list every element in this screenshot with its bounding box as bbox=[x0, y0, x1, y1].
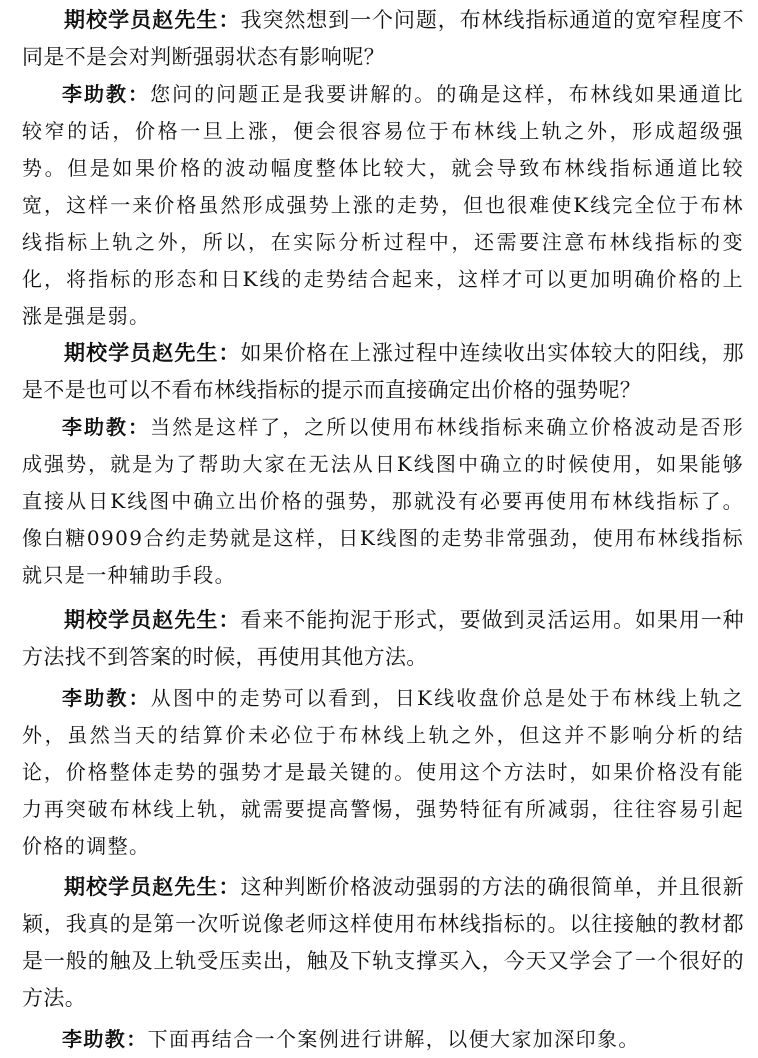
paragraph-text: 您问的问题正是我要讲解的。的确是这样，布林线如果通道比较窄的话，价格一旦上涨，便会很容易位于布林线上轨之外，形成超级强势。但是如果价格的波动幅度整体比较大，就会导致布林线指标通道比较宽，这样一来价格虽然形成强势上涨的走势，但也很难使K线完全位于布林线指标上轨之外，所以，在实际分析过程中，还需要注意布林线指标的变化，将指标的形态和日K线的走势结合起来，这样才可以更加明确价格的上涨是强是弱。 bbox=[22, 82, 744, 328]
dialogue-paragraph-assistant bbox=[22, 409, 744, 594]
paragraph-text: 我突然想到一个问题，布林线指标通道的宽窄程度不同是不是会对判断强弱状态有影响呢？ bbox=[22, 8, 744, 69]
paragraph-text: 下面再结合一个案例进行讲解，以便大家加深印象。 bbox=[147, 1027, 640, 1051]
dialogue-paragraph-assistant bbox=[22, 76, 744, 335]
speaker-label: 李助教： bbox=[62, 82, 151, 106]
paragraph-text: 看来不能拘泥于形式，要做到灵活运用。如果用一种方法找不到答案的时候，再使用其他方法。 bbox=[22, 608, 744, 669]
speaker-label: 李助教： bbox=[62, 686, 151, 710]
speaker-label: 李助教： bbox=[62, 415, 151, 439]
dialogue-paragraph-student bbox=[22, 869, 744, 1017]
document-page bbox=[22, 0, 744, 1058]
dialogue-paragraph-student bbox=[22, 2, 744, 76]
speaker-label: 李助教： bbox=[62, 1027, 148, 1051]
paragraph-text: 如果价格在上涨过程中连续收出实体较大的阳线，那是不是也可以不看布林线指标的提示而直接确定出价格的强势呢？ bbox=[22, 341, 744, 402]
speaker-label: 期校学员赵先生： bbox=[64, 608, 241, 632]
speaker-label: 期校学员赵先生： bbox=[64, 8, 241, 32]
dialogue-paragraph-assistant bbox=[22, 680, 744, 865]
speaker-label: 期校学员赵先生： bbox=[64, 341, 241, 365]
paragraph-text: 从图中的走势可以看到，日K线收盘价总是处于布林线上轨之外，虽然当天的结算价未必位于布林线上轨之外，但这并不影响分析的结论，价格整体走势的强势才是最关键的。使用这个方法时，如果价格没有能力再突破布林线上轨，就需要提高警惕，强势特征有所减弱，往往容易引起价格的调整。 bbox=[22, 686, 744, 858]
paragraph-text: 这种判断价格波动强弱的方法的确很简单，并且很新颖，我真的是第一次听说像老师这样使用布林线指标的。以往接触的教材都是一般的触及上轨受压卖出，触及下轨支撑买入，今天又学会了一个很好的方法。 bbox=[22, 875, 744, 1010]
dialogue-paragraph-student bbox=[22, 602, 744, 676]
speaker-label: 期校学员赵先生： bbox=[64, 875, 241, 899]
paragraph-text: 当然是这样了，之所以使用布林线指标来确立价格波动是否形成强势，就是为了帮助大家在无法从日K线图中确立的时候使用，如果能够直接从日K线图中确立出价格的强势，那就没有必要再使用布林线指标了。像白糖0909合约走势就是这样，日K线图的走势非常强劲，使用布林线指标就只是一种辅助手段。 bbox=[22, 415, 744, 587]
dialogue-paragraph-assistant bbox=[22, 1021, 744, 1058]
dialogue-paragraph-student bbox=[22, 335, 744, 409]
